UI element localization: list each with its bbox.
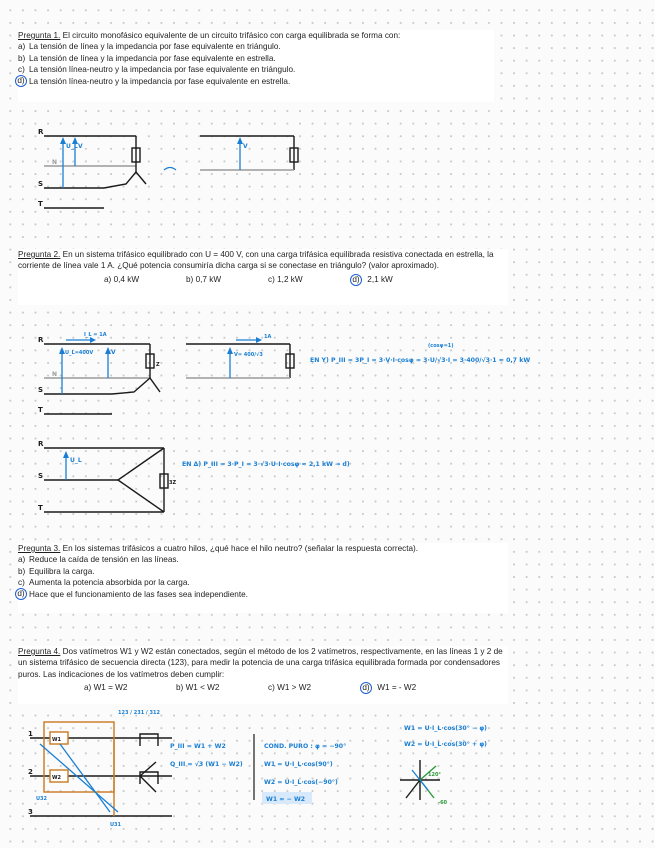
svg-text:2: 2 <box>28 768 33 776</box>
delta-power-equation: EN Δ) P_III = 3·P_I = 3·√3·U·I·cosφ ≈ 2,1 kW → d) <box>182 461 350 468</box>
arrow-equivalent <box>164 168 176 171</box>
q2-heading: Pregunta 2. <box>18 250 61 259</box>
svg-text:U_L: U_L <box>70 457 82 464</box>
q4-wattmeter-circuit <box>28 710 172 828</box>
q2-star-circuit <box>38 332 160 414</box>
svg-text:-60: -60 <box>438 800 448 806</box>
q1-option-d[interactable]: d) La tensión línea-neutro y la impedancia por fase equivalente en estrella. <box>18 76 494 87</box>
selected-answer-circle: d) <box>15 588 27 600</box>
svg-text:R: R <box>38 128 44 136</box>
svg-text:W2: W2 <box>52 775 61 781</box>
w1-equals-minus-w2: W1 = − W2 <box>266 796 306 803</box>
q4-option-a[interactable]: a) W1 = W2 <box>84 683 128 693</box>
w2-equation: W2 = U·I_L·cos(−90°) <box>264 779 338 786</box>
svg-text:V: V <box>78 143 83 150</box>
q2-option-a[interactable]: a) 0,4 kW <box>104 274 140 284</box>
svg-text:R: R <box>38 336 44 344</box>
svg-text:N: N <box>52 159 58 166</box>
q1-option-a[interactable]: a) La tensión de línea y la impedancia por fase equivalente en triángulo. <box>18 42 281 52</box>
svg-text:U32: U32 <box>36 796 48 802</box>
q3-option-d[interactable]: d) Hace que el funcionamiento de las fases sea independiente. <box>18 589 508 600</box>
svg-text:1A: 1A <box>264 334 272 340</box>
phasor-diagram <box>400 760 448 806</box>
p3-equation: P_III = W1 + W2 <box>170 743 226 750</box>
svg-text:120°: 120° <box>428 772 441 778</box>
selected-answer-circle: d) <box>15 75 27 87</box>
svg-text:I_L = 1A: I_L = 1A <box>84 332 107 338</box>
svg-text:V= 400/√3: V= 400/√3 <box>234 352 263 358</box>
q3-equation: Q_III = √3 (W1 − W2) <box>170 761 243 768</box>
q4-heading: Pregunta 4. <box>18 647 61 656</box>
q4-option-b[interactable]: b) W1 < W2 <box>176 683 220 693</box>
q1-heading: Pregunta 1. <box>18 31 61 40</box>
svg-text:T: T <box>38 406 43 414</box>
svg-text:3: 3 <box>28 808 33 816</box>
sequence-note: 123 / 231 / 312 <box>118 710 160 716</box>
svg-text:S: S <box>38 472 44 480</box>
q4-option-c[interactable]: c) W1 > W2 <box>268 683 312 693</box>
q3-text: En los sistemas trifásicos a cuatro hilos, ¿qué hace el hilo neutro? (señalar la respuesta correcta). <box>62 544 419 553</box>
svg-text:V: V <box>243 143 248 150</box>
q1-star-circuit <box>38 128 176 208</box>
w1-general-equation: W1 = U·I_L·cos(30° − φ) <box>404 725 487 732</box>
svg-text:U31: U31 <box>110 822 122 828</box>
svg-text:3Z: 3Z <box>169 480 177 486</box>
q1-option-c[interactable]: c) La tensión línea-neutro y la impedancia por fase equivalente en triángulo. <box>18 65 296 75</box>
pure-capacitor-note: COND. PURO : φ = −90° <box>264 743 347 750</box>
q3-heading: Pregunta 3. <box>18 544 61 553</box>
q2-option-c[interactable]: c) 1,2 kW <box>268 274 303 284</box>
svg-text:S: S <box>38 386 44 394</box>
svg-text:U_L: U_L <box>66 143 78 150</box>
q2-text: En un sistema trifásico equilibrado con U = 400 V, con una carga trifásica equilibrada resistiva conectada en estrella, la corriente de línea vale 1 A. ¿Qué potencia consumiría dicha carga si se conectase en triángulo? (valor aproximado). <box>18 250 494 271</box>
q2-delta-circuit <box>38 440 176 512</box>
svg-text:S: S <box>38 180 44 188</box>
q1-text: El circuito monofásico equivalente de un circuito trifásico con carga equilibrada se forma con: <box>62 31 401 40</box>
q3-option-a[interactable]: a) Reduce la caída de tensión en las líneas. <box>18 555 179 565</box>
q3-option-b[interactable]: b) Equilibra la carga. <box>18 566 95 576</box>
q2-option-d[interactable]: d) 2,1 kW <box>350 274 393 286</box>
q1-option-b[interactable]: b) La tensión de línea y la impedancia por fase equivalente en estrella. <box>18 53 276 63</box>
w2-general-equation: W2 = U·I_L·cos(30° + φ) <box>404 741 487 748</box>
svg-text:U_L=400V: U_L=400V <box>65 350 94 356</box>
q3-option-c[interactable]: c) Aumenta la potencia absorbida por la carga. <box>18 578 190 588</box>
svg-text:Z: Z <box>156 362 160 368</box>
svg-text:1: 1 <box>28 730 33 738</box>
selected-answer-circle: d) <box>350 274 362 286</box>
q4-text: Dos vatímetros W1 y W2 están conectados, según el método de los 2 vatímetros, respectivamente, en las líneas 1 y 2 de un sistema trifásico de secuencia directa (123), para medir la potencia de una carga trifásica equilibrada formada por condensadores puros. Las indicaciones de los vatímetros deben cumplir: <box>18 647 503 679</box>
q4-option-d[interactable]: d) W1 = - W2 <box>360 682 416 694</box>
svg-text:N: N <box>52 371 58 378</box>
selected-answer-circle: d) <box>360 682 372 694</box>
q2-single-phase-circuit <box>186 334 294 378</box>
svg-text:R: R <box>38 440 44 448</box>
svg-text:W1: W1 <box>52 737 61 743</box>
cos-phi-note: (cosφ=1) <box>428 343 454 349</box>
w1-equation: W1 = U·I_L·cos(90°) <box>264 761 333 768</box>
svg-text:V: V <box>111 349 116 356</box>
svg-text:T: T <box>38 504 43 512</box>
svg-text:T: T <box>38 200 43 208</box>
star-power-equation: EN Y) P_III = 3P_I = 3·V·I·cosφ = 3·U/√3·I = 3·400/√3·1 ≈ 0,7 kW <box>310 357 531 364</box>
q2-option-b[interactable]: b) 0,7 kW <box>186 274 222 284</box>
q1-single-phase-circuit <box>200 136 298 170</box>
